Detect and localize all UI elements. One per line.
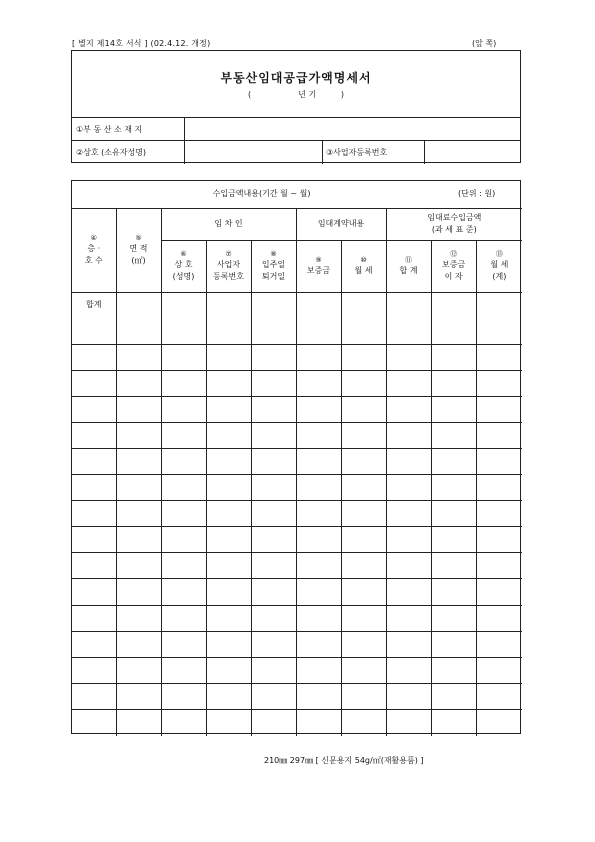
table-row	[72, 657, 522, 683]
table-cell[interactable]	[431, 709, 476, 735]
table-cell[interactable]	[251, 292, 296, 318]
table-cell[interactable]	[161, 475, 206, 501]
col10-num: ⑩	[360, 256, 367, 264]
table-cell[interactable]	[386, 709, 431, 735]
table-cell[interactable]	[161, 683, 206, 709]
table-cell[interactable]	[341, 657, 386, 683]
table-cell[interactable]	[341, 318, 386, 344]
table-cell[interactable]	[341, 475, 386, 501]
table-cell[interactable]	[206, 709, 251, 735]
table-cell[interactable]	[386, 344, 431, 370]
table-cell[interactable]	[476, 396, 522, 422]
col-rent-total-header	[476, 240, 522, 292]
col13-label: 월 세 (계)	[490, 260, 509, 281]
table-cell[interactable]	[116, 657, 161, 683]
col9-label: 보증금	[306, 266, 331, 275]
revenue-sub: (과 세 표 준)	[431, 225, 477, 234]
table-cell[interactable]	[296, 396, 341, 422]
table-cell[interactable]	[431, 318, 476, 344]
table-cell[interactable]	[431, 370, 476, 396]
table-cell[interactable]	[251, 448, 296, 474]
unit-cell	[431, 181, 522, 208]
table-cell[interactable]	[206, 527, 251, 553]
table-cell[interactable]	[206, 657, 251, 683]
table-cell[interactable]	[341, 553, 386, 579]
col12-num: ⑫	[450, 250, 458, 258]
table-cell[interactable]	[161, 657, 206, 683]
table-cell[interactable]	[476, 631, 522, 657]
table-cell[interactable]	[206, 683, 251, 709]
table-cell[interactable]	[116, 527, 161, 553]
table-cell[interactable]	[72, 475, 116, 501]
table-cell[interactable]	[72, 683, 116, 709]
col5-num: ⑤	[135, 234, 142, 242]
table-cell[interactable]	[431, 344, 476, 370]
table-cell[interactable]	[251, 631, 296, 657]
table-cell[interactable]	[72, 318, 116, 344]
page-title: 부동산임대공급가액명세서	[220, 71, 372, 85]
col4-num: ④	[90, 234, 97, 242]
table-cell[interactable]	[296, 631, 341, 657]
table-cell[interactable]	[296, 657, 341, 683]
table-cell[interactable]	[476, 579, 522, 605]
table-cell[interactable]	[116, 370, 161, 396]
table-cell[interactable]	[296, 422, 341, 448]
table-cell[interactable]	[341, 527, 386, 553]
table-cell[interactable]	[72, 631, 116, 657]
table-cell[interactable]	[206, 605, 251, 631]
table-cell[interactable]	[116, 579, 161, 605]
table-row	[72, 527, 522, 553]
table-cell[interactable]	[476, 292, 522, 318]
table-cell[interactable]	[431, 292, 476, 318]
table-row	[72, 579, 522, 605]
table-cell[interactable]	[251, 501, 296, 527]
table-cell[interactable]	[386, 553, 431, 579]
header-box	[71, 50, 521, 163]
table-cell[interactable]	[476, 605, 522, 631]
col11-label: 합 계	[399, 266, 418, 275]
income-label: 수입금액내용(기간 월 ~ 월)	[212, 189, 311, 199]
location-row	[72, 117, 520, 141]
table-cell[interactable]	[116, 501, 161, 527]
table-cell[interactable]	[431, 631, 476, 657]
table-cell[interactable]	[431, 657, 476, 683]
table-cell[interactable]	[206, 318, 251, 344]
col13-num: ⑬	[495, 250, 503, 258]
table-cell[interactable]	[116, 448, 161, 474]
table-cell[interactable]	[251, 370, 296, 396]
name-field[interactable]	[185, 141, 321, 164]
table-cell[interactable]	[296, 475, 341, 501]
table-cell[interactable]	[386, 631, 431, 657]
table-cell[interactable]	[161, 396, 206, 422]
table-row	[72, 683, 522, 709]
table-cell[interactable]	[386, 579, 431, 605]
table-row	[72, 501, 522, 527]
table-cell[interactable]	[296, 579, 341, 605]
table-cell[interactable]	[206, 579, 251, 605]
table-cell[interactable]	[431, 683, 476, 709]
table-row	[72, 396, 522, 422]
table-cell[interactable]	[341, 344, 386, 370]
table-cell[interactable]	[431, 605, 476, 631]
table-cell[interactable]	[341, 579, 386, 605]
table-cell[interactable]	[116, 631, 161, 657]
col7-label: 사업자 등록번호	[213, 260, 244, 281]
table-cell[interactable]	[251, 553, 296, 579]
table-row	[72, 318, 522, 344]
table-cell[interactable]	[296, 292, 341, 318]
col-sum-header	[386, 240, 431, 292]
table-cell[interactable]	[386, 422, 431, 448]
col8-label: 입주일 퇴거일	[261, 260, 286, 281]
col7-num: ⑦	[225, 250, 232, 258]
table-cell[interactable]	[206, 396, 251, 422]
income-period-cell	[72, 181, 431, 208]
table-cell[interactable]	[476, 553, 522, 579]
col-deposit-header	[296, 240, 341, 292]
col-area-header	[116, 208, 161, 292]
regno-field[interactable]	[425, 141, 521, 164]
table-cell[interactable]	[341, 292, 386, 318]
table-cell[interactable]	[161, 709, 206, 735]
table-cell[interactable]	[431, 527, 476, 553]
revenue-group-header	[386, 208, 522, 240]
table-cell[interactable]	[72, 501, 116, 527]
table-cell[interactable]	[251, 396, 296, 422]
table-cell[interactable]	[341, 683, 386, 709]
table-cell[interactable]	[161, 605, 206, 631]
col9-num: ⑨	[315, 256, 322, 264]
table-cell[interactable]	[161, 553, 206, 579]
table-cell[interactable]	[206, 292, 251, 318]
table-row	[72, 605, 522, 631]
table-cell[interactable]	[296, 344, 341, 370]
table-cell[interactable]	[116, 292, 161, 318]
table-cell[interactable]	[386, 475, 431, 501]
table-cell[interactable]	[386, 448, 431, 474]
table-cell[interactable]	[161, 631, 206, 657]
table-cell[interactable]	[431, 501, 476, 527]
table-cell[interactable]	[431, 422, 476, 448]
rental-table	[71, 180, 521, 734]
table-cell[interactable]	[206, 475, 251, 501]
table-cell[interactable]	[72, 579, 116, 605]
regno-label: ③사업자등록번호	[326, 148, 388, 157]
table-cell[interactable]	[431, 579, 476, 605]
tenant-group-header: 임 차 인	[161, 208, 296, 240]
table-cell[interactable]	[116, 709, 161, 735]
col10-label: 월 세	[354, 266, 373, 275]
col12-label: 보증금 이 자	[442, 260, 466, 281]
table-cell[interactable]	[251, 709, 296, 735]
table-cell[interactable]	[431, 448, 476, 474]
table-cell[interactable]	[116, 553, 161, 579]
table-cell[interactable]	[72, 344, 116, 370]
table-cell[interactable]	[341, 370, 386, 396]
table-cell[interactable]	[431, 553, 476, 579]
table-cell[interactable]	[161, 318, 206, 344]
table-cell[interactable]	[386, 605, 431, 631]
table-cell[interactable]	[476, 475, 522, 501]
table-cell[interactable]	[72, 605, 116, 631]
table-cell[interactable]	[116, 318, 161, 344]
col-interest-header	[431, 240, 476, 292]
table-cell[interactable]	[251, 422, 296, 448]
table-cell[interactable]	[476, 527, 522, 553]
table-cell[interactable]	[116, 396, 161, 422]
table-cell[interactable]	[431, 396, 476, 422]
table-cell[interactable]	[341, 396, 386, 422]
table-cell[interactable]	[251, 475, 296, 501]
table-cell[interactable]	[161, 370, 206, 396]
table-cell[interactable]	[72, 396, 116, 422]
table-cell[interactable]	[206, 553, 251, 579]
table-cell[interactable]	[72, 527, 116, 553]
table-cell[interactable]	[386, 318, 431, 344]
table-cell[interactable]	[161, 501, 206, 527]
table-cell[interactable]	[296, 553, 341, 579]
table-cell[interactable]	[386, 527, 431, 553]
table-cell[interactable]	[341, 605, 386, 631]
table-row	[72, 448, 522, 474]
table-cell[interactable]	[72, 553, 116, 579]
table-cell[interactable]	[341, 709, 386, 735]
table-cell[interactable]	[72, 657, 116, 683]
table-cell[interactable]	[386, 501, 431, 527]
table-cell[interactable]	[251, 527, 296, 553]
table-cell[interactable]	[476, 501, 522, 527]
total-row	[72, 292, 522, 318]
name-row	[72, 140, 520, 164]
table-cell[interactable]	[116, 683, 161, 709]
table-cell[interactable]	[206, 422, 251, 448]
page-side: (앞 쪽)	[472, 39, 497, 48]
period-line	[72, 89, 520, 100]
total-label: 합계	[72, 292, 116, 318]
table-cell[interactable]	[341, 631, 386, 657]
table-cell[interactable]	[72, 370, 116, 396]
table-cell[interactable]	[296, 448, 341, 474]
table-cell[interactable]	[476, 344, 522, 370]
col-floor-header	[72, 208, 116, 292]
form-id: [ 별지 제14호 서식 ] (02.4.12. 개정)	[72, 39, 211, 48]
table-cell[interactable]	[116, 475, 161, 501]
table-cell[interactable]	[386, 683, 431, 709]
table-cell[interactable]	[251, 605, 296, 631]
table-row	[72, 370, 522, 396]
table-cell[interactable]	[296, 370, 341, 396]
table-cell[interactable]	[206, 344, 251, 370]
table-cell[interactable]	[116, 422, 161, 448]
table-row	[72, 344, 522, 370]
table-cell[interactable]	[161, 422, 206, 448]
table-row	[72, 475, 522, 501]
table-row	[72, 553, 522, 579]
table-cell[interactable]	[476, 318, 522, 344]
col11-num: ⑪	[405, 256, 413, 264]
col6-label: 상 호 (성명)	[172, 260, 195, 281]
location-label: ①부 동 산 소 재 지	[76, 125, 143, 134]
table-row	[72, 709, 522, 735]
col5-label: 면 적 (㎡)	[129, 244, 148, 265]
table-cell[interactable]	[476, 657, 522, 683]
table-cell[interactable]	[386, 292, 431, 318]
table-cell[interactable]	[251, 579, 296, 605]
table-cell[interactable]	[116, 344, 161, 370]
table-cell[interactable]	[296, 318, 341, 344]
table-cell[interactable]	[476, 683, 522, 709]
contract-group-header: 임대계약내용	[296, 208, 386, 240]
table-cell[interactable]	[476, 370, 522, 396]
table-cell[interactable]	[296, 709, 341, 735]
col-name-header	[161, 240, 206, 292]
col-dates-header	[251, 240, 296, 292]
col-rent-header	[341, 240, 386, 292]
table-cell[interactable]	[251, 657, 296, 683]
table-cell[interactable]	[296, 527, 341, 553]
table-row	[72, 422, 522, 448]
table-cell[interactable]	[251, 318, 296, 344]
table-cell[interactable]	[72, 709, 116, 735]
table-cell[interactable]	[386, 657, 431, 683]
table-cell[interactable]	[206, 448, 251, 474]
table-cell[interactable]	[206, 631, 251, 657]
table-cell[interactable]	[341, 448, 386, 474]
table-cell[interactable]	[476, 709, 522, 735]
table-cell[interactable]	[206, 370, 251, 396]
table-cell[interactable]	[72, 422, 116, 448]
period-open: (	[248, 90, 252, 99]
table-cell[interactable]	[431, 475, 476, 501]
table-cell[interactable]	[161, 579, 206, 605]
table-cell[interactable]	[341, 501, 386, 527]
table-cell[interactable]	[476, 448, 522, 474]
col4-label: 층 · 호 수	[84, 244, 103, 265]
table-cell[interactable]	[386, 396, 431, 422]
table-cell[interactable]	[386, 370, 431, 396]
table-cell[interactable]	[161, 448, 206, 474]
table-cell[interactable]	[206, 501, 251, 527]
table-row	[72, 631, 522, 657]
period-close: )	[340, 90, 344, 99]
revenue-label: 임대료수입금액	[427, 213, 482, 222]
table-cell[interactable]	[251, 683, 296, 709]
paper-spec: 210㎜ 297㎜ [ 신문용지 54g/㎡(재활용품) ]	[264, 756, 424, 765]
table-cell[interactable]	[296, 683, 341, 709]
period-label: 년 기	[298, 90, 317, 99]
table-cell[interactable]	[296, 605, 341, 631]
col-regno-header	[206, 240, 251, 292]
table-cell[interactable]	[161, 344, 206, 370]
table-cell[interactable]	[296, 501, 341, 527]
col8-num: ⑧	[270, 250, 277, 258]
unit-label: (단위 : 원)	[458, 189, 496, 199]
table-cell[interactable]	[476, 422, 522, 448]
name-label: ②상호 (소유자성명)	[76, 148, 147, 157]
table-cell[interactable]	[161, 292, 206, 318]
table-cell[interactable]	[116, 605, 161, 631]
location-field[interactable]	[185, 118, 521, 141]
table-cell[interactable]	[161, 527, 206, 553]
col6-num: ⑥	[180, 250, 187, 258]
table-cell[interactable]	[251, 344, 296, 370]
table-cell[interactable]	[72, 448, 116, 474]
table-cell[interactable]	[341, 422, 386, 448]
